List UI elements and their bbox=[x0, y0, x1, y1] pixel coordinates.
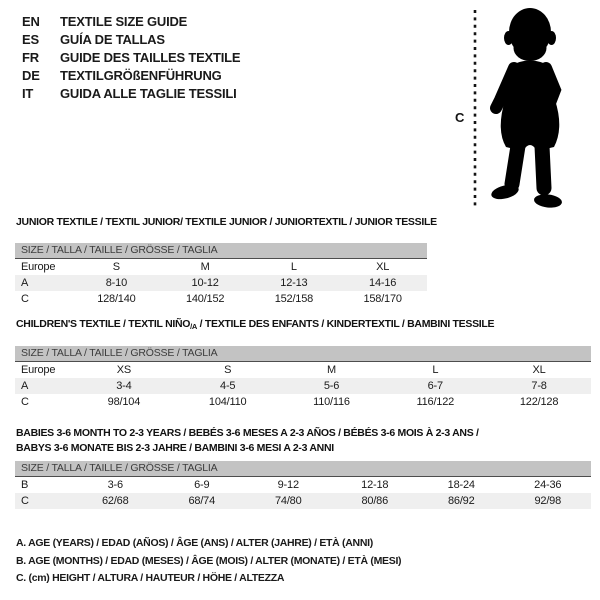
row-label-cell: A bbox=[21, 380, 29, 392]
age-value-cell: 5-6 bbox=[323, 380, 340, 392]
title-text: CHILDREN'S TEXTILE / TEXTIL NIÑO bbox=[16, 318, 191, 330]
childrens-textile-size-table bbox=[15, 346, 591, 410]
age-value-cell: 9-12 bbox=[277, 479, 299, 491]
row-label-cell: Europe bbox=[21, 364, 56, 376]
age-value-cell: 6-7 bbox=[427, 380, 443, 392]
row-label-cell: Europe bbox=[21, 261, 56, 273]
row-label-cell: B bbox=[21, 479, 29, 491]
height-value-cell: 86/92 bbox=[447, 495, 475, 507]
toddler-height-figure bbox=[448, 4, 580, 216]
size-value-cell: M bbox=[200, 261, 210, 273]
language-title: GUIDE DES TAILLES TEXTILE bbox=[60, 50, 241, 65]
language-title-list bbox=[22, 13, 240, 103]
row-label-cell: A bbox=[21, 277, 29, 289]
size-table-header-bar: SIZE / TALLA / TAILLE / GRÖSSE / TAGLIA bbox=[15, 243, 427, 259]
height-value-cell: 62/68 bbox=[101, 495, 129, 507]
table-row-europe bbox=[15, 362, 591, 378]
row-label-cell: C bbox=[21, 293, 29, 305]
language-code: ES bbox=[22, 32, 39, 47]
height-value-cell: 110/116 bbox=[313, 396, 350, 408]
table-row-age-years bbox=[15, 378, 591, 394]
language-title: TEXTILGRÖßENFÜHRUNG bbox=[60, 68, 222, 83]
height-value-cell: 158/170 bbox=[363, 293, 402, 305]
size-value-cell: XL bbox=[376, 261, 390, 273]
footnote-age-years: A. AGE (YEARS) / EDAD (AÑOS) / ÂGE (ANS) / ALTER (JAHRE) / ETÀ (ANNI) bbox=[16, 537, 373, 549]
row-label-cell: C bbox=[21, 396, 29, 408]
language-row-fr bbox=[22, 49, 240, 67]
size-table-header-bar: SIZE / TALLA / TAILLE / GRÖSSE / TAGLIA bbox=[15, 461, 591, 477]
language-code: DE bbox=[22, 68, 40, 83]
size-value-cell: S bbox=[224, 364, 232, 376]
age-value-cell: 7-8 bbox=[531, 380, 547, 392]
table-row-age-months bbox=[15, 477, 591, 493]
age-value-cell: 24-36 bbox=[534, 479, 562, 491]
babies-title-line-1: BABIES 3-6 MONTH TO 2-3 YEARS / BEBÉS 3-6 MESES A 2-3 AÑOS / BÉBÉS 3-6 MOIS À 2-3 ANS / bbox=[16, 427, 479, 439]
babies-size-table bbox=[15, 461, 591, 509]
size-value-cell: S bbox=[112, 261, 120, 273]
size-value-cell: XL bbox=[532, 364, 546, 376]
language-row-en bbox=[22, 13, 240, 31]
size-table-header-bar: SIZE / TALLA / TAILLE / GRÖSSE / TAGLIA bbox=[15, 346, 591, 362]
language-row-es bbox=[22, 31, 240, 49]
table-row-europe bbox=[15, 259, 427, 275]
language-code: EN bbox=[22, 14, 40, 29]
language-title: TEXTILE SIZE GUIDE bbox=[60, 14, 188, 29]
toddler-silhouette-icon bbox=[490, 8, 563, 209]
age-value-cell: 18-24 bbox=[447, 479, 475, 491]
babies-section-title bbox=[16, 426, 479, 456]
language-code: IT bbox=[22, 86, 34, 101]
language-title: GUIDA ALLE TAGLIE TESSILI bbox=[60, 86, 237, 101]
language-code: FR bbox=[22, 50, 39, 65]
height-value-cell: 92/98 bbox=[534, 495, 562, 507]
height-measure-letter: C bbox=[455, 110, 465, 125]
height-value-cell: 122/128 bbox=[519, 396, 559, 408]
height-value-cell: 140/152 bbox=[185, 293, 225, 305]
legend-footnotes bbox=[16, 535, 401, 588]
height-value-cell: 80/86 bbox=[361, 495, 389, 507]
row-label-cell: C bbox=[21, 495, 29, 507]
age-value-cell: 3-4 bbox=[116, 380, 132, 392]
size-value-cell: M bbox=[327, 364, 336, 376]
age-value-cell: 8-10 bbox=[105, 277, 127, 289]
table-row-height-cm bbox=[15, 394, 591, 410]
age-value-cell: 12-13 bbox=[280, 277, 308, 289]
age-value-cell: 14-16 bbox=[369, 277, 397, 289]
age-value-cell: 3-6 bbox=[107, 479, 123, 491]
age-value-cell: 6-9 bbox=[194, 479, 210, 491]
language-row-it bbox=[22, 85, 240, 103]
childrens-textile-section-title bbox=[16, 318, 494, 331]
height-value-cell: 68/74 bbox=[188, 495, 216, 507]
size-value-cell: XS bbox=[116, 364, 132, 376]
table-row-height-cm bbox=[15, 291, 427, 307]
language-title: GUÍA DE TALLAS bbox=[60, 32, 165, 47]
footnote-age-months: B. AGE (MONTHS) / EDAD (MESES) / ÂGE (MOIS) / ALTER (MONATE) / ETÀ (MESI) bbox=[16, 554, 402, 567]
footnote-height-cm: C. (cm) HEIGHT / ALTURA / HAUTEUR / HÖHE / ALTEZZA bbox=[16, 572, 285, 584]
table-row-height-cm bbox=[15, 493, 591, 509]
junior-textile-size-table bbox=[15, 243, 427, 307]
height-value-cell: 74/80 bbox=[274, 495, 302, 507]
age-value-cell: 4-5 bbox=[220, 380, 236, 392]
junior-textile-section-title: JUNIOR TEXTILE / TEXTIL JUNIOR/ TEXTILE JUNIOR / JUNIORTEXTIL / JUNIOR TESSILE bbox=[16, 216, 437, 228]
height-value-cell: 98/104 bbox=[107, 396, 141, 408]
height-value-cell: 116/122 bbox=[416, 396, 455, 408]
language-row-de bbox=[22, 67, 240, 85]
height-value-cell: 152/158 bbox=[274, 293, 314, 305]
table-row-age-years bbox=[15, 275, 427, 291]
height-value-cell: 128/140 bbox=[97, 293, 136, 305]
height-value-cell: 104/110 bbox=[208, 396, 247, 408]
size-value-cell: L bbox=[290, 261, 297, 273]
age-value-cell: 10-12 bbox=[191, 277, 219, 289]
age-value-cell: 12-18 bbox=[361, 479, 389, 491]
babies-title-line-2: BABYS 3-6 MONATE BIS 2-3 JAHRE / BAMBINI 3-6 MESI A 2-3 ANNI bbox=[16, 442, 334, 454]
title-text: / TEXTILE DES ENFANTS / KINDERTEXTIL / BAMBINI TESSILE bbox=[197, 318, 495, 330]
title-subscript: /A bbox=[190, 322, 198, 331]
size-value-cell: L bbox=[432, 364, 439, 376]
